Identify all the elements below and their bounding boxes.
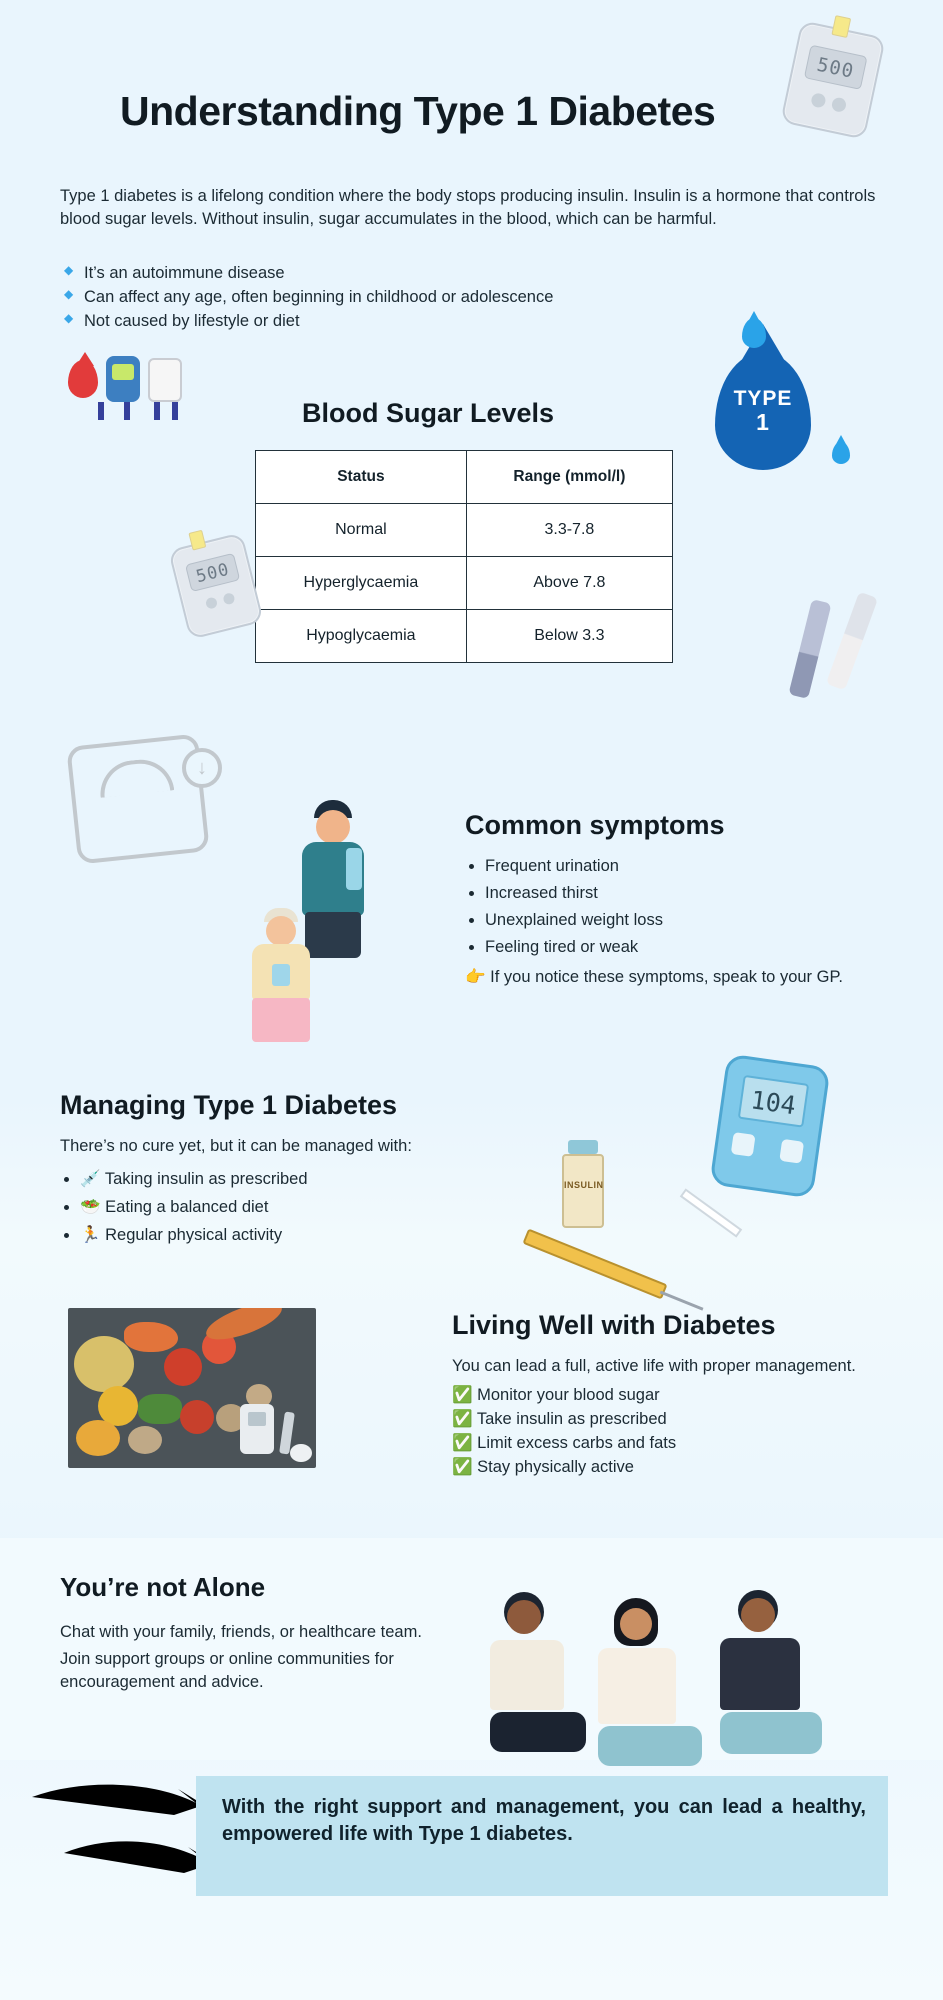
check-icon: ✅ <box>452 1433 473 1452</box>
badge-line-2: 1 <box>756 408 770 435</box>
blood-glucose-meter-icon <box>790 28 876 132</box>
list-item <box>452 1384 902 1408</box>
people-illustration <box>250 800 410 1050</box>
support-section <box>60 1572 480 1693</box>
cell-range: Above 7.8 <box>466 557 672 610</box>
closing-banner <box>196 1776 888 1896</box>
table-header-row <box>256 451 673 504</box>
list-item-label: Monitor your blood sugar <box>477 1385 660 1404</box>
managing-lead: There’s no cure yet, but it can be managed with: <box>60 1137 412 1155</box>
test-strip-icon <box>831 15 851 38</box>
check-icon: ✅ <box>452 1409 473 1428</box>
list-item-label: Stay physically active <box>477 1457 634 1476</box>
friends-group-illustration <box>480 1572 900 1772</box>
mascot-characters-illustration <box>68 352 208 420</box>
list-item-label: Limit excess carbs and fats <box>477 1433 677 1452</box>
list-item: • Increased thirst <box>485 882 895 904</box>
living-well-section <box>452 1310 902 1479</box>
pointing-hand-icon: 👉 <box>465 968 486 987</box>
cell-range: Below 3.3 <box>466 610 672 663</box>
meter-reading-display: 500 <box>185 553 240 592</box>
list-item-label: Take insulin as prescribed <box>476 1409 667 1428</box>
cell-status: Normal <box>256 504 467 557</box>
table-row <box>256 610 673 663</box>
vial-label: INSULIN <box>564 1180 604 1190</box>
cell-status: Hyperglycaemia <box>256 557 467 610</box>
living-well-title: Living Well with Diabetes <box>452 1310 776 1340</box>
blood-glucose-meter-icon <box>718 1060 822 1192</box>
list-item: • Frequent urination <box>485 855 895 877</box>
symptoms-note-text: If you notice these symptoms, speak to your GP. <box>490 968 843 987</box>
list-item: ◆ Not caused by lifestyle or diet <box>62 310 762 334</box>
header-section <box>0 0 943 190</box>
support-line-1: Chat with your family, friends, or healthcare team. <box>60 1623 422 1641</box>
vegetables-photo <box>68 1308 316 1468</box>
list-item <box>80 1168 530 1190</box>
cell-status: Hypoglycaemia <box>256 610 467 663</box>
support-line-2: Join support groups or online communities for encouragement and advice. <box>60 1649 394 1691</box>
page-title: Understanding Type 1 Diabetes <box>120 88 716 134</box>
managing-list <box>60 1168 530 1246</box>
list-item: ◆ It’s an autoimmune disease <box>62 262 762 286</box>
list-item: • Feeling tired or weak <box>485 936 895 958</box>
blood-sugar-table <box>255 450 673 663</box>
list-item <box>452 1456 902 1480</box>
column-header-range: Range (mmol/l) <box>466 451 672 504</box>
living-well-lead: You can lead a full, active life with proper management. <box>452 1357 856 1375</box>
list-item <box>452 1432 902 1456</box>
list-item: • Unexplained weight loss <box>485 909 895 931</box>
list-item-label: Taking insulin as prescribed <box>104 1169 308 1188</box>
meter-reading-display: 104 <box>738 1075 809 1128</box>
down-arrow-icon: ↓ <box>182 748 222 788</box>
intro-paragraph: Type 1 diabetes is a lifelong condition where the body stops producing insulin. Insulin is a hormone that controls blood sugar levels. Without insulin, sugar accumulates in the blood, which can be harmful. <box>60 187 876 228</box>
support-title: You’re not Alone <box>60 1572 266 1602</box>
list-item <box>80 1224 530 1246</box>
managing-title: Managing Type 1 Diabetes <box>60 1090 398 1120</box>
symptoms-note <box>465 966 855 989</box>
symptoms-list <box>465 855 895 958</box>
check-icon: ✅ <box>452 1457 473 1476</box>
list-item-label: Regular physical activity <box>105 1225 283 1244</box>
water-drop-icon <box>742 318 766 348</box>
blood-sugar-title: Blood Sugar Levels <box>302 398 555 428</box>
type1-drop-badge <box>715 352 811 470</box>
meter-reading-display: 500 <box>804 45 868 90</box>
table-row <box>256 557 673 610</box>
table-row <box>256 504 673 557</box>
symptoms-title: Common symptoms <box>465 810 725 840</box>
syringe-icon: 💉 <box>80 1169 101 1188</box>
badge-line-1: TYPE <box>733 386 793 410</box>
managing-section <box>60 1090 530 1252</box>
closing-text: With the right support and management, you can lead a healthy, empowered life with Type 1 diabetes. <box>222 1796 866 1845</box>
list-item <box>80 1196 530 1218</box>
list-item <box>452 1408 902 1432</box>
column-header-status: Status <box>256 451 467 504</box>
intro-bullet-list <box>62 262 762 334</box>
symptoms-section <box>465 810 895 989</box>
list-item: ◆ Can affect any age, often beginning in childhood or adolescence <box>62 286 762 310</box>
salad-icon: 🥗 <box>80 1197 101 1216</box>
insulin-vial-syringe-illustration <box>530 1140 710 1300</box>
list-item-label: Eating a balanced diet <box>105 1197 269 1216</box>
weight-scale-icon <box>72 740 207 858</box>
check-icon: ✅ <box>452 1385 473 1404</box>
water-drop-icon <box>832 442 850 464</box>
blood-glucose-meter-icon <box>168 532 264 640</box>
runner-icon: 🏃 <box>80 1225 101 1244</box>
cell-range: 3.3-7.8 <box>466 504 672 557</box>
